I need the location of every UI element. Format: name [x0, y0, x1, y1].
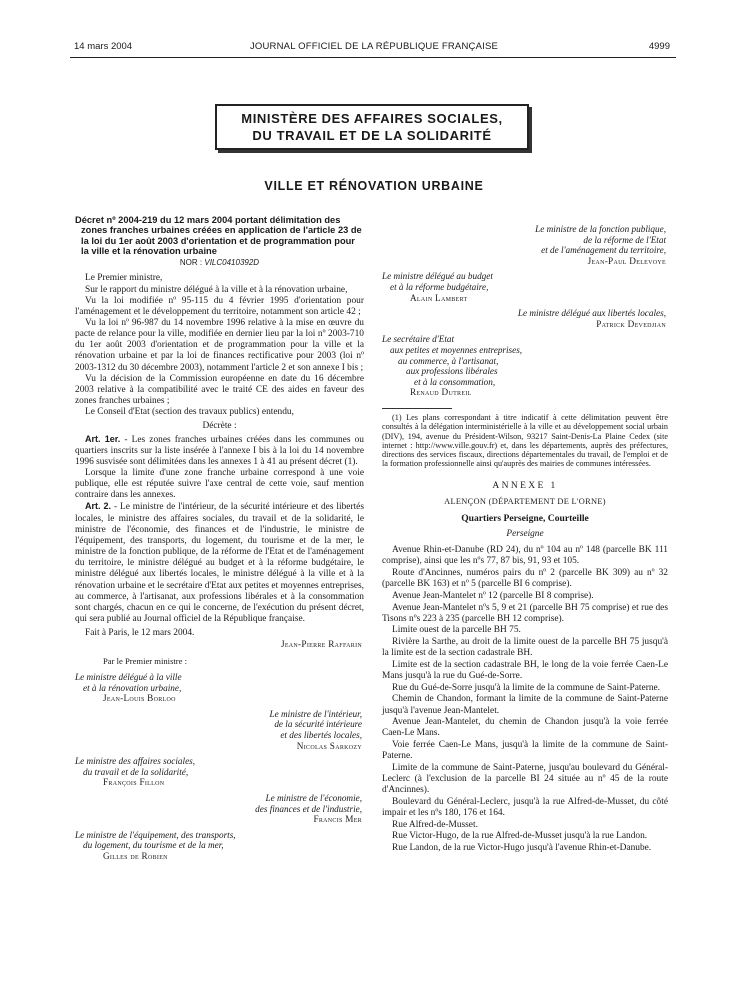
decree-paragraph: Sur le rapport du ministre délégué à la ville et à la rénovation urbaine, — [85, 284, 348, 295]
article-2-label: Art. 2. — [85, 501, 112, 512]
footnote-rule — [382, 408, 452, 409]
article-1-paragraph-2: Lorsque la limite d'une zone franche urbaine correspond à une voie publique, elle est réputée suivre l'axe central de cette voie, sauf mention contraire dans les annexes. — [75, 468, 364, 501]
nor-value: VILC0410392D — [204, 258, 260, 268]
decree-paragraph: Le Premier ministre, — [85, 273, 163, 284]
ministry-line-2: DU TRAVAIL ET DE LA SOLIDARITÉ — [252, 128, 492, 143]
annex-department: ALENÇON (DÉPARTEMENT DE L'ORNE) — [444, 496, 606, 506]
annex-item: Rue Alfred-de-Musset. — [392, 819, 478, 830]
signature-role-line: des finances et de l'industrie, — [255, 803, 362, 814]
signature-role-line: et à la consommation, — [414, 376, 496, 387]
signature-role-line: et de l'aménagement du territoire, — [541, 245, 666, 256]
signature-name: François Fillon — [103, 777, 165, 788]
decrete-heading: Décrète : — [202, 421, 237, 432]
right-column — [382, 219, 668, 855]
signature-block — [382, 271, 668, 303]
signature-block — [382, 224, 668, 266]
decree-paragraph: Vu la loi modifiée nº 95-115 du 4 février 1995 d'orientation pour l'aménagement et le développement du territoire, notamment son article 42 ; — [75, 295, 364, 317]
signature-role-line: Le ministre de l'équipement, des transports, — [75, 829, 236, 840]
signature-block — [75, 709, 364, 751]
signature-role-line: au commerce, à l'artisanat, — [398, 355, 499, 366]
par-le-premier-ministre: Par le Premier ministre : — [103, 655, 188, 666]
article-1-label: Art. 1er. — [85, 433, 121, 444]
signature-role-line: du travail et de la solidarité, — [83, 766, 189, 777]
nor-reference — [75, 257, 364, 268]
ministry-line-1: MINISTÈRE DES AFFAIRES SOCIALES, — [241, 111, 503, 126]
header-rule — [70, 57, 676, 58]
annex-items — [382, 545, 668, 854]
article-1-text: - Les zones franches urbaines créées dans les communes ou quartiers inscrits sur la liste insérée à l'annexe I bis à la loi du 14 novembre 1996 susvisée sont délimitées dans les annexes 1 à 41 au présent décret (1). — [75, 434, 364, 467]
pm-signature-name: Jean-Pierre Raffarin — [280, 639, 362, 650]
decree-paragraph: Vu la loi nº 96-987 du 14 novembre 1996 relative à la mise en œuvre du pacte de relance pour la ville, modifiée en dernier lieu par la loi nº 2003-710 du 1er août 2003 d'orientation et de programmation pour la ville et la rénovation urbaine et par la loi de finances rectificative pour 2003 (loi nº 2003-1312 du 30 décembre 2003), notamment l'article 2 et son annexe I bis ; — [75, 317, 364, 373]
signature-name: Jean-Paul Delevoye — [587, 255, 666, 266]
left-column — [75, 215, 364, 862]
signature-role-line: Le ministre délégué à la ville — [75, 672, 182, 683]
signature-role-line: aux petites et moyennes entreprises, — [390, 344, 523, 355]
header-date: 14 mars 2004 — [74, 41, 133, 52]
signature-role-line: Le secrétaire d'Etat — [382, 334, 455, 345]
fait-a-paris: Fait à Paris, le 12 mars 2004. — [85, 628, 195, 639]
annex-item: Rue Victor-Hugo, de la rue Alfred-de-Musset jusqu'à la rue Landon. — [392, 831, 648, 842]
annex-title: ANNEXE 1 — [492, 480, 558, 491]
article-1 — [75, 434, 364, 468]
signature-name: Jean-Louis Borloo — [103, 693, 176, 704]
annex-item: Avenue Rhin-et-Danube (RD 24), du nº 104 au nº 148 (parcelle BK 111 comprise), ainsi que les nºs 77, 87 bis, 91, 93 et 105. — [382, 545, 668, 567]
article-2-text: - Le ministre de l'intérieur, de la sécurité intérieure et des libertés locales, le ministre des affaires sociales, du travail et de la solidarité, le ministre de l'économie, des finances et de l'industrie, le ministre de l'équipement, des transports, du logement, du tourisme et de la mer, le ministre de la fonction publique, de la réforme de l'Etat et de l'aménagement du territoire, le ministre délégué au budget et à la réforme budgétaire, le ministre délégué aux libertés locales, le ministre délégué à la ville et à la rénovation urbaine et le secrétaire d'Etat aux petites et moyennes entreprises, au commerce, à l'artisanat, aux professions libérales et à la consommation sont chargés, chacun en ce qui le concerne, de l'exécution du présent décret, qui sera publié au Journal officiel de la République française. — [75, 502, 364, 625]
signature-block — [75, 793, 364, 825]
signature-name: Nicolas Sarkozy — [296, 740, 362, 751]
signature-name: Alain Lambert — [410, 292, 468, 303]
annex-item: Voie ferrée Caen-Le Mans, jusqu'à la limite de la commune de Saint-Paterne. — [382, 739, 668, 762]
signature-block — [382, 334, 668, 398]
signature-name: Patrick Devedjian — [596, 318, 666, 329]
header-journal-title: JOURNAL OFFICIEL DE LA RÉPUBLIQUE FRANÇAISE — [249, 41, 499, 52]
signature-role-line: de la réforme de l'Etat — [583, 234, 666, 245]
signature-block — [382, 308, 668, 329]
signature-name: Francis Mer — [313, 814, 362, 825]
annex-subtitle: Perseigne — [506, 529, 544, 540]
signature-role-line: Le ministre de la fonction publique, — [535, 224, 666, 234]
left-signatures — [75, 672, 364, 862]
signature-block — [75, 756, 364, 788]
signature-name: Gilles de Robien — [103, 851, 168, 861]
annex-item: Rivière la Sarthe, au droit de la limite ouest de la parcelle BH 75 jusqu'à la limite est de la section cadastrale BH. — [382, 637, 668, 659]
signature-name: Renaud Dutreil — [410, 387, 472, 398]
signature-role-line: Le ministre de l'intérieur, — [269, 708, 362, 719]
footnote: (1) Les plans correspondant à titre indicatif à cette délimitation peuvent être consultés à la délégation interministérielle à la ville et au développement social urbain (DIV), 194, avenue du Président-Wilson, 93217 Saint-Denis-La Plaine Cedex (site internet : http://www.ville.gouv.fr) et, dans les départements, auprès des préfectures, directions des services fiscaux, directions départementales du travail, de l'emploi et de la formation professionnelle ainsi qu'auprès des mairies de communes intéressées. — [382, 412, 668, 469]
annex-item: Chemin de Chandon, formant la limite de la commune de Saint-Paterne jusqu'à l'avenue Jean-Mantelet. — [382, 694, 668, 716]
annex-item: Rue du Gué-de-Sorre jusqu'à la limite de la commune de Saint-Paterne. — [392, 682, 661, 693]
signature-role-line: Le ministre des affaires sociales, — [75, 756, 196, 767]
right-signatures — [382, 224, 668, 398]
annex-item: Boulevard du Général-Leclerc, jusqu'à la rue Alfred-de-Musset, du côté impair et les nºs 180, 176 et 164. — [382, 796, 668, 818]
ministry-box — [215, 104, 529, 150]
annex-item: Avenue Jean-Mantelet nºs 5, 9 et 21 (parcelle BH 75 comprise) et rue des Tisons nºs 223 à 235 (parcelle BH 12 comprise). — [382, 602, 668, 624]
decree-paragraph: Vu la décision de la Commission européenne en date du 16 décembre 2003 relative à la compatibilité avec le traité CE des aides en faveur des zones franches urbaines ; — [75, 373, 364, 407]
signature-role-line: et à la rénovation urbaine, — [83, 682, 182, 693]
annex-quarters: Quartiers Perseigne, Courteille — [461, 513, 589, 524]
signature-role-line: et des libertés locales, — [280, 730, 362, 741]
annex-item: Limite est de la section cadastrale BH, le long de la voie ferrée Caen-Le Mans jusqu'à la rue du Gué-de-Sorre. — [382, 659, 668, 682]
section-title: VILLE ET RÉNOVATION URBAINE — [264, 179, 484, 193]
signature-role-line: aux professions libérales — [406, 366, 498, 377]
signature-role-line: Le ministre de l'économie, — [265, 793, 362, 804]
annex-item: Avenue Jean-Mantelet, du chemin de Chandon jusqu'à la voie ferrée Caen-Le Mans. — [382, 717, 668, 739]
signature-role-line: Le ministre délégué au budget — [382, 271, 493, 282]
page-header — [0, 41, 748, 57]
annex-item: Limite ouest de la parcelle BH 75. — [392, 625, 521, 636]
annex-item: Route d'Ancinnes, numéros pairs du nº 2 (parcelle BK 309) au nº 32 (parcelle BK 163) et nº 5 (parcelle BI 6 comprise). — [382, 568, 668, 590]
signature-role-line: de la sécurité intérieure — [274, 719, 362, 730]
annex-item: Avenue Jean-Mantelet nº 12 (parcelle BI 8 comprise). — [392, 590, 594, 601]
annex-item: Rue Landon, de la rue Victor-Hugo jusqu'à l'avenue Rhin-et-Danube. — [392, 842, 652, 853]
article-2 — [75, 501, 364, 625]
nor-label: NOR : — [179, 258, 203, 268]
signature-block — [75, 830, 364, 862]
signature-role-line: du logement, du tourisme et de la mer, — [83, 840, 224, 851]
decree-title: Décret nº 2004-219 du 12 mars 2004 portant délimitation des zones franches urbaines créées en application de l'article 23 de la loi du 1er août 2003 d'orientation et de programmation pour la ville et la rénovation urbaine — [75, 215, 362, 256]
signature-block — [75, 672, 364, 704]
decree-paragraph: Le Conseil d'Etat (section des travaux publics) entendu, — [85, 407, 294, 418]
signature-role-line: et à la réforme budgétaire, — [390, 281, 489, 292]
header-page-number: 4999 — [648, 41, 670, 52]
signature-role-line: Le ministre délégué aux libertés locales, — [517, 308, 666, 319]
annex-item: Limite de la commune de Saint-Paterne, jusqu'au boulevard du Général-Leclerc (à l'exclusion de la parcelle BI 24 située au nº 45 de la route d'Ancinnes). — [382, 762, 668, 796]
